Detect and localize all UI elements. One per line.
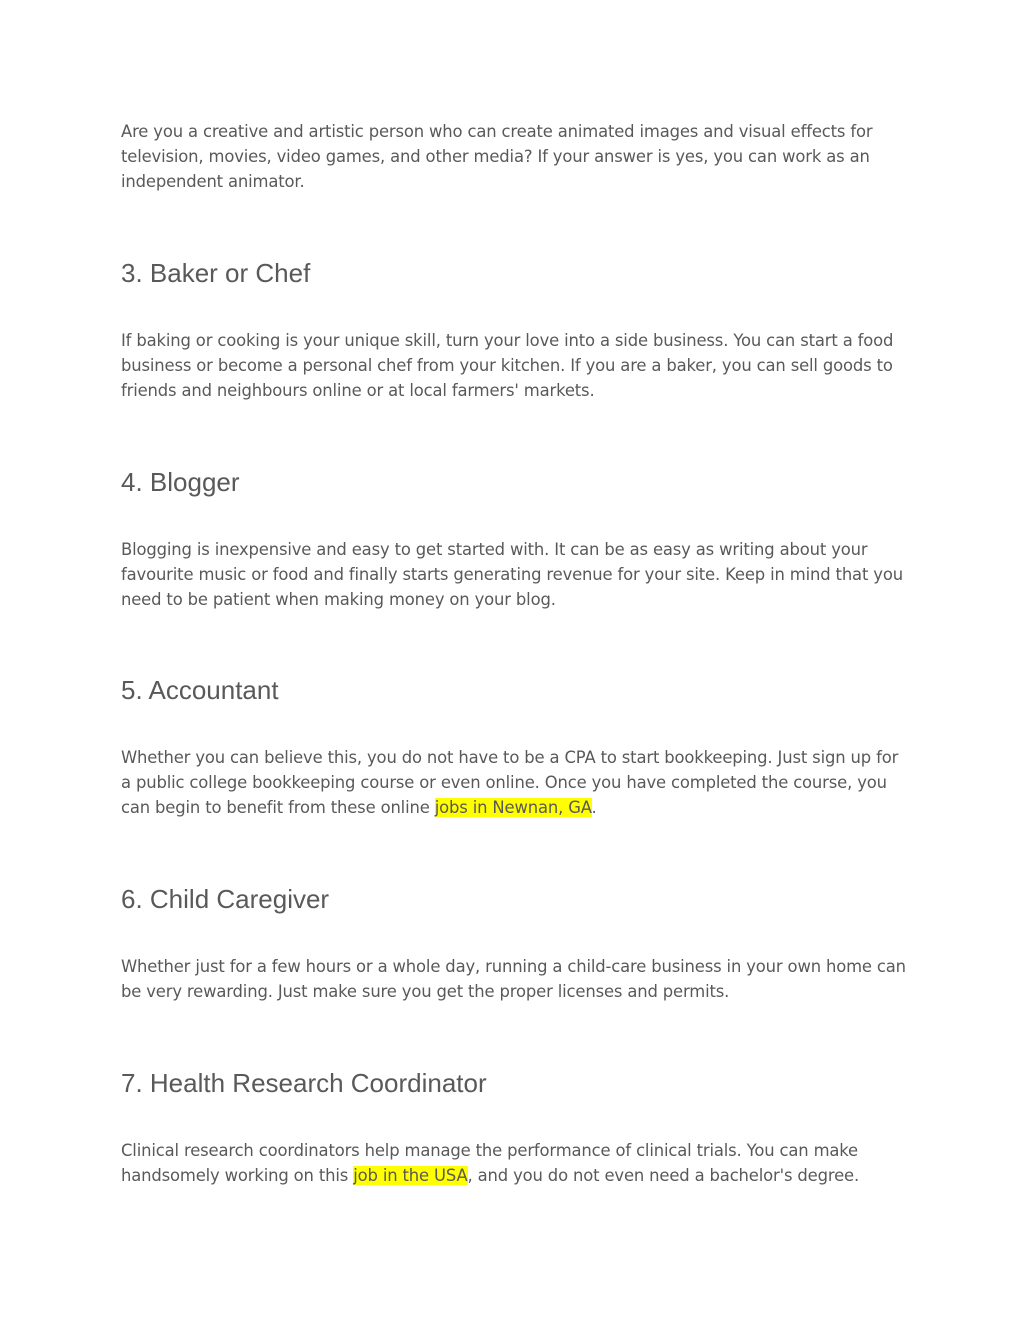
paragraph-health-research-text: Clinical research coordinators help manage the performance of clinical trials. You can make handsomely working on this xyxy=(121,1141,858,1185)
heading-blogger: 4. Blogger xyxy=(121,467,240,497)
heading-baker-or-chef: 3. Baker or Chef xyxy=(121,258,311,288)
paragraph-accountant-end: . xyxy=(591,797,597,817)
link-jobs-in-newnan-ga[interactable]: jobs in Newnan, GA xyxy=(434,797,592,817)
heading-accountant: 5. Accountant xyxy=(121,675,279,705)
paragraph-health-research-end: , and you do not even need a bachelor's degree. xyxy=(467,1165,860,1185)
heading-health-research-coordinator: 7. Health Research Coordinator xyxy=(121,1068,487,1098)
paragraph-health-research-coordinator xyxy=(121,1139,906,1189)
link-job-in-the-usa[interactable]: job in the USA xyxy=(353,1165,468,1185)
paragraph-accountant-text: Whether you can believe this, you do not have to be a CPA to start bookkeeping. Just sign up for a public college bookkeeping course or even online. Once you have completed the course, you can begin to benefit from these online xyxy=(121,748,899,817)
paragraph-blogger: Blogging is inexpensive and easy to get started with. It can be as easy as writing about your favourite music or food and finally starts generating revenue for your site. Keep in mind that you need to be patient when making money on your blog. xyxy=(121,540,903,609)
paragraph-baker-or-chef: If baking or cooking is your unique skill, turn your love into a side business. You can start a food business or become a personal chef from your kitchen. If you are a baker, you can sell goods to friends and neighbours online or at local farmers' markets. xyxy=(121,331,894,400)
paragraph-child-caregiver: Whether just for a few hours or a whole day, running a child-care business in your own home can be very rewarding. Just make sure you get the proper licenses and permits. xyxy=(121,957,906,1001)
heading-child-caregiver: 6. Child Caregiver xyxy=(121,884,330,914)
intro-paragraph: Are you a creative and artistic person who can create animated images and visual effects for television, movies, video games, and other media? If your answer is yes, you can work as an independent animator. xyxy=(121,122,873,191)
paragraph-accountant xyxy=(121,746,906,820)
